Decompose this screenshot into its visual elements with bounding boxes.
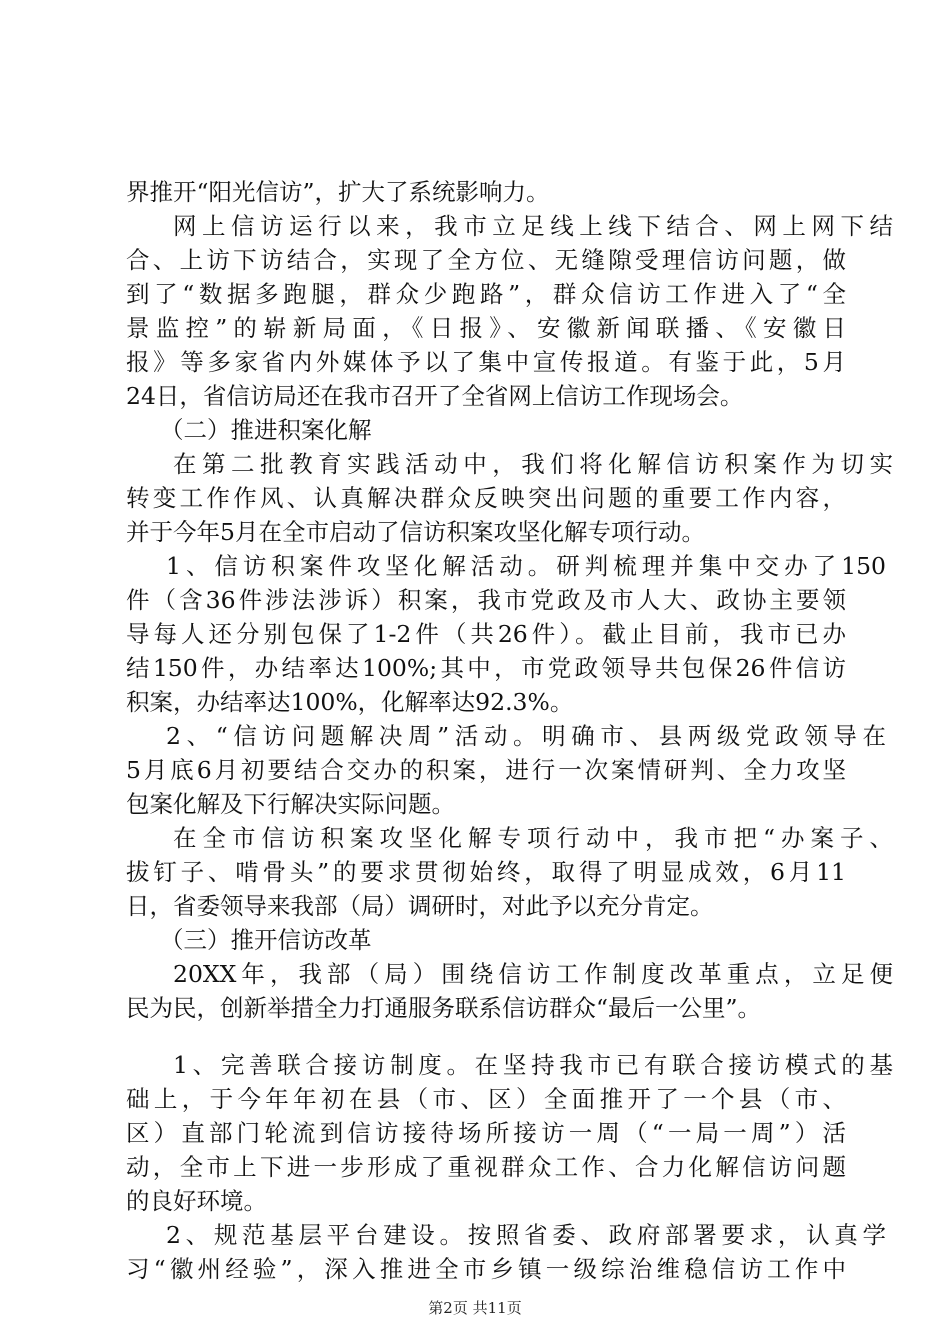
text-line: 件（含36件涉法涉诉）积案，我市党政及市人大、政协主要领 <box>126 586 846 614</box>
text-line: 2、“信访问题解决周”活动。明确市、县两级党政领导在 <box>166 722 886 750</box>
text-line: 20XX年，我部（局）围绕信访工作制度改革重点，立足便 <box>173 960 893 988</box>
text-line: 界推开“阳光信访”，扩大了系统影响力。 <box>126 178 550 206</box>
text-line: 拔钉子、啃骨头”的要求贯彻始终，取得了明显成效，6月11 <box>126 858 846 886</box>
text-line: 24日，省信访局还在我市召开了全省网上信访工作现场会。 <box>126 382 744 410</box>
text-line: 在第二批教育实践活动中，我们将化解信访积案作为切实 <box>173 450 893 478</box>
text-line: 日，省委领导来我部（局）调研时，对此予以充分肯定。 <box>126 892 714 920</box>
section-heading: （二）推进积案化解 <box>160 416 372 444</box>
text-line: 包案化解及下行解决实际问题。 <box>126 790 455 818</box>
text-line: 转变工作作风、认真解决群众反映突出问题的重要工作内容， <box>126 484 846 512</box>
text-line: 民为民，创新举措全力打通服务联系信访群众“最后一公里”。 <box>126 994 762 1022</box>
text-line: 结150件，办结率达100%;其中，市党政领导共包保26件信访 <box>126 654 846 682</box>
text-line: 并于今年5月在全市启动了信访积案攻坚化解专项行动。 <box>126 518 705 546</box>
text-line: 1、信访积案件攻坚化解活动。研判梳理并集中交办了150 <box>166 552 886 580</box>
text-line: 景监控”的崭新局面，《日报》、安徽新闻联播、《安徽日 <box>126 314 846 342</box>
section-heading: （三）推开信访改革 <box>160 926 372 954</box>
text-line: 报》等多家省内外媒体予以了集中宣传报道。有鉴于此，5月 <box>126 348 846 376</box>
text-line: 区）直部门轮流到信访接待场所接访一周（“一局一周”）活 <box>126 1119 846 1147</box>
text-line: 到了“数据多跑腿，群众少跑路”，群众信访工作进入了“全 <box>126 280 846 308</box>
text-line: 积案，办结率达100%，化解率达92.3%。 <box>126 688 574 716</box>
text-line: 在全市信访积案攻坚化解专项行动中，我市把“办案子、 <box>173 824 893 852</box>
text-line: 2、规范基层平台建设。按照省委、政府部署要求，认真学 <box>166 1221 886 1249</box>
text-line: 动，全市上下进一步形成了重视群众工作、合力化解信访问题 <box>126 1153 846 1181</box>
text-line: 1、完善联合接访制度。在坚持我市已有联合接访模式的基 <box>173 1051 893 1079</box>
document-page <box>126 0 893 1344</box>
text-line: 合、上访下访结合，实现了全方位、无缝隙受理信访问题，做 <box>126 246 846 274</box>
text-line: 础上，于今年年初在县（市、区）全面推开了一个县（市、 <box>126 1085 846 1113</box>
text-line: 导每人还分别包保了1-2件（共26件）。截止目前，我市已办 <box>126 620 846 648</box>
text-line: 习“徽州经验”，深入推进全市乡镇一级综治维稳信访工作中 <box>126 1255 846 1283</box>
text-line: 的良好环境。 <box>126 1187 267 1215</box>
text-line: 5月底6月初要结合交办的积案，进行一次案情研判、全力攻坚 <box>126 756 846 784</box>
text-line: 网上信访运行以来，我市立足线上线下结合、网上网下结 <box>173 212 893 240</box>
page-number-footer: 第2页 共11页 <box>428 1299 522 1317</box>
